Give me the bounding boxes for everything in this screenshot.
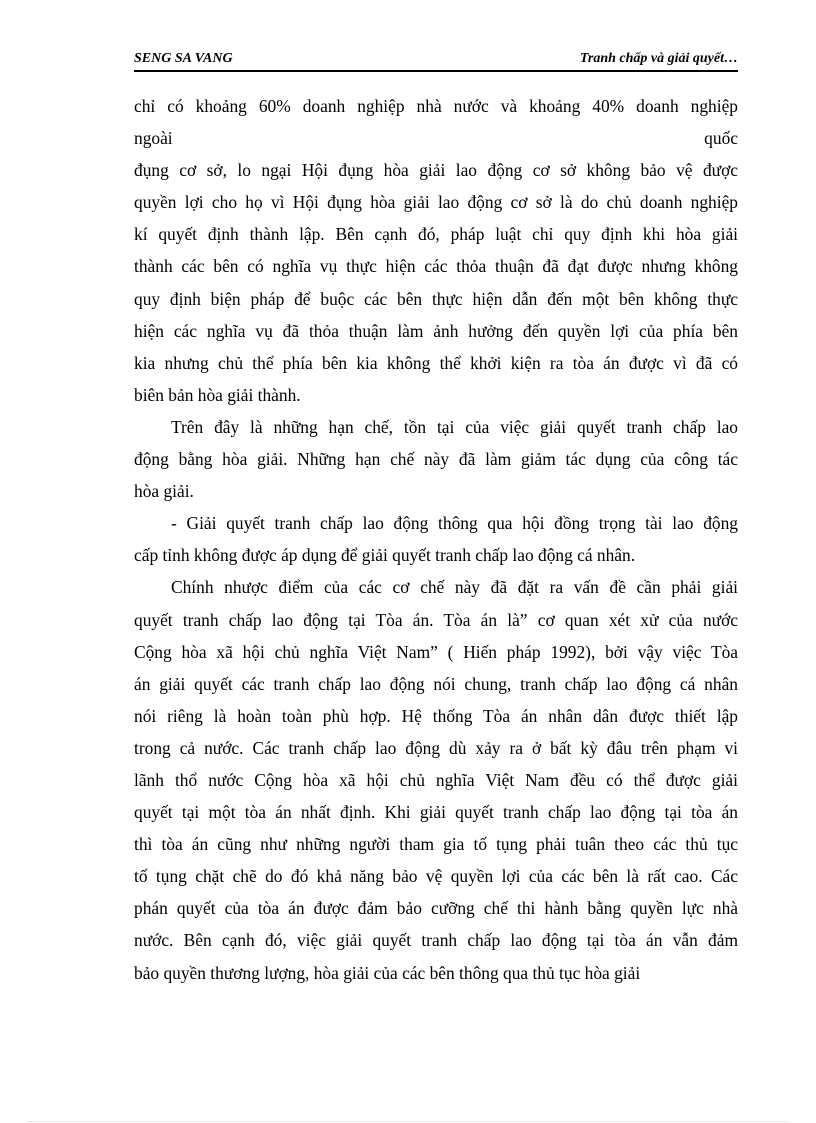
text-line: lãnh thổ nước Cộng hòa xã hội chủ nghĩa Việt Nam đều có thể được giải [134, 769, 738, 790]
text-line: thì tòa án cũng như những người tham gia tố tụng phải tuân theo các thủ tục [134, 834, 738, 855]
text-line: quyết tại một tòa án nhất định. Khi giải quyết tranh chấp lao động tại tòa án [134, 802, 738, 823]
paragraph-first-line: - Giải quyết tranh chấp lao động thông qua hội đồng trọng tài lao động [171, 513, 738, 534]
text-line: chỉ có khoảng 60% doanh nghiệp nhà nước và khoảng 40% doanh nghiệp [134, 96, 738, 116]
text-line: quy định biện pháp để buộc các bên thực hiện dẫn đến một bên không thực [134, 288, 738, 309]
paragraph-first-line: Chính nhược điểm của các cơ chế này đã đặt ra vấn đề cần phải giải [171, 577, 738, 598]
text-line: thành các bên có nghĩa vụ thực hiện các thỏa thuận đã đạt được nhưng không [134, 256, 738, 277]
text-line: ngoài quốc [134, 128, 738, 149]
text-line: đụng cơ sở, lo ngại Hội đụng hòa giải lao động cơ sở không bảo vệ được [134, 160, 738, 181]
text-line: án giải quyết các tranh chấp lao động nói chung, tranh chấp lao động cá nhân [134, 673, 738, 694]
header-title: Tranh chấp và giải quyết… [579, 51, 738, 66]
footer-divider [28, 1121, 788, 1122]
text-line: nói riêng là hoàn toàn phù hợp. Hệ thống Tòa án nhân dân được thiết lập [134, 705, 738, 726]
text-line: tố tụng chặt chẽ do đó khả năng bảo vệ quyền lợi của các bên là rất cao. Các [134, 866, 738, 887]
text-line: cấp tỉnh không được áp dụng để giải quyết tranh chấp lao động cá nhân. [134, 545, 636, 566]
text-line: Cộng hòa xã hội chủ nghĩa Việt Nam” ( Hiến pháp 1992), bởi vậy việc Tòa [134, 641, 738, 662]
document-body [134, 90, 738, 989]
text-line: nước. Bên cạnh đó, việc giải quyết tranh chấp lao động tại tòa án vẫn đảm [134, 930, 738, 951]
text-line: phán quyết của tòa án được đảm bảo cưỡng chế thi hành bằng quyền lực nhà [134, 898, 738, 919]
text-line: kí quyết định thành lập. Bên cạnh đó, pháp luật chỉ quy định khi hòa giải [134, 224, 738, 245]
text-line: hòa giải. [134, 481, 194, 502]
text-line: trong cả nước. Các tranh chấp lao động dù xảy ra ở bất kỳ đâu trên phạm vi [134, 737, 738, 758]
text-line: động bằng hòa giải. Những hạn chế này đã làm giảm tác dụng của công tác [134, 449, 738, 470]
paragraph-first-line: Trên đây là những hạn chế, tồn tại của việc giải quyết tranh chấp lao [171, 416, 738, 437]
text-line: bảo quyền thương lượng, hòa giải của các bên thông qua thủ tục hòa giải [134, 962, 641, 983]
text-line: quyền lợi cho họ vì Hội đụng hòa giải lao động cơ sở là do chủ doanh nghiệp [134, 192, 738, 213]
text-line: kia nhưng chủ thể phía bên kia không thể khởi kiện ra tòa án được vì đã có [134, 352, 738, 373]
text-line: quyết tranh chấp lao động tại Tòa án. Tòa án là” cơ quan xét xử của nước [134, 609, 738, 630]
header-author: SENG SA VANG [134, 51, 233, 66]
text-line: biên bản hòa giải thành. [134, 384, 301, 405]
page-header [134, 50, 738, 72]
text-line: hiện các nghĩa vụ đã thỏa thuận làm ảnh hưởng đến quyền lợi của phía bên [134, 320, 738, 341]
